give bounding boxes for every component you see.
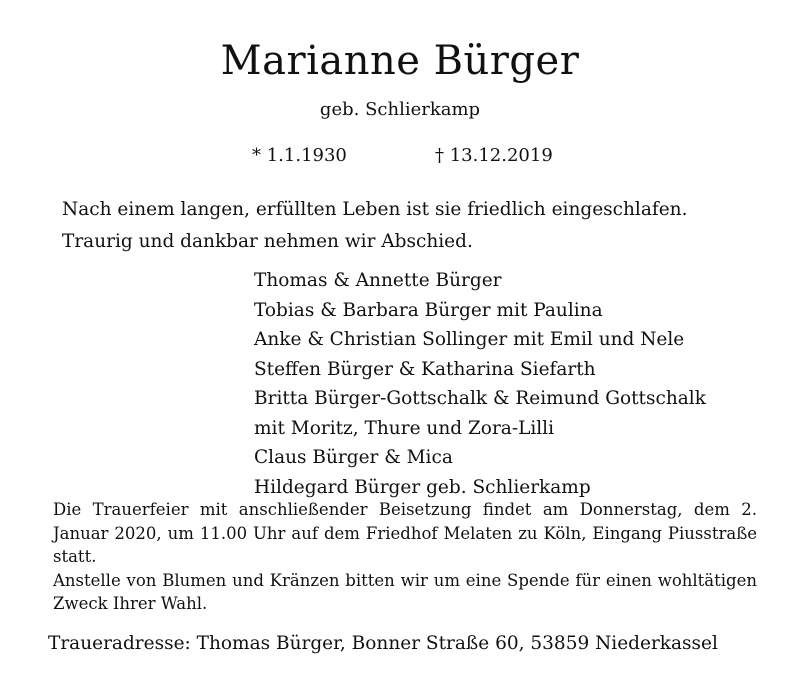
intro-line: Traurig und dankbar nehmen wir Abschied.	[62, 231, 473, 252]
mourner-line: mit Moritz, Thure und Zora-Lilli	[254, 417, 555, 439]
intro-line: Nach einem langen, erfüllten Leben ist sie friedlich eingeschlafen.	[62, 199, 688, 220]
mourning-address: Traueradresse: Thomas Bürger, Bonner Straße 60, 53859 Niederkassel	[48, 633, 718, 654]
deceased-name: Marianne Bürger	[220, 38, 580, 84]
mourners-list	[254, 266, 706, 502]
mourner-line: Thomas & Annette Bürger	[254, 270, 502, 291]
birth-date: * 1.1.1930	[252, 145, 347, 166]
mourner-line: Britta Bürger-Gottschalk & Reimund Gottschalk	[254, 388, 706, 409]
funeral-service-text: Die Trauerfeier mit anschließender Beisetzung findet am Donnerstag, dem 2. Januar 2020, um 11.00 Uhr auf dem Friedhof Melaten zu Köln, Eingang Piusstraße statt.	[53, 500, 757, 566]
mourner-line: Anke & Christian Sollinger mit Emil und Nele	[254, 329, 685, 350]
intro-text	[62, 194, 687, 258]
mourner-line: Steffen Bürger & Katharina Siefarth	[254, 358, 596, 380]
mourner-line: Hildegard Bürger geb. Schlierkamp	[254, 476, 591, 498]
mourner-line: Tobias & Barbara Bürger mit Paulina	[254, 299, 603, 321]
service-info	[53, 498, 757, 616]
donation-request-text: Anstelle von Blumen und Kränzen bitten wir um eine Spende für einen wohltätigen Zweck Ihrer Wahl.	[53, 570, 757, 613]
mourner-line: Claus Bürger & Mica	[254, 447, 453, 468]
death-date: † 13.12.2019	[435, 145, 553, 166]
maiden-name: geb. Schlierkamp	[319, 99, 481, 120]
